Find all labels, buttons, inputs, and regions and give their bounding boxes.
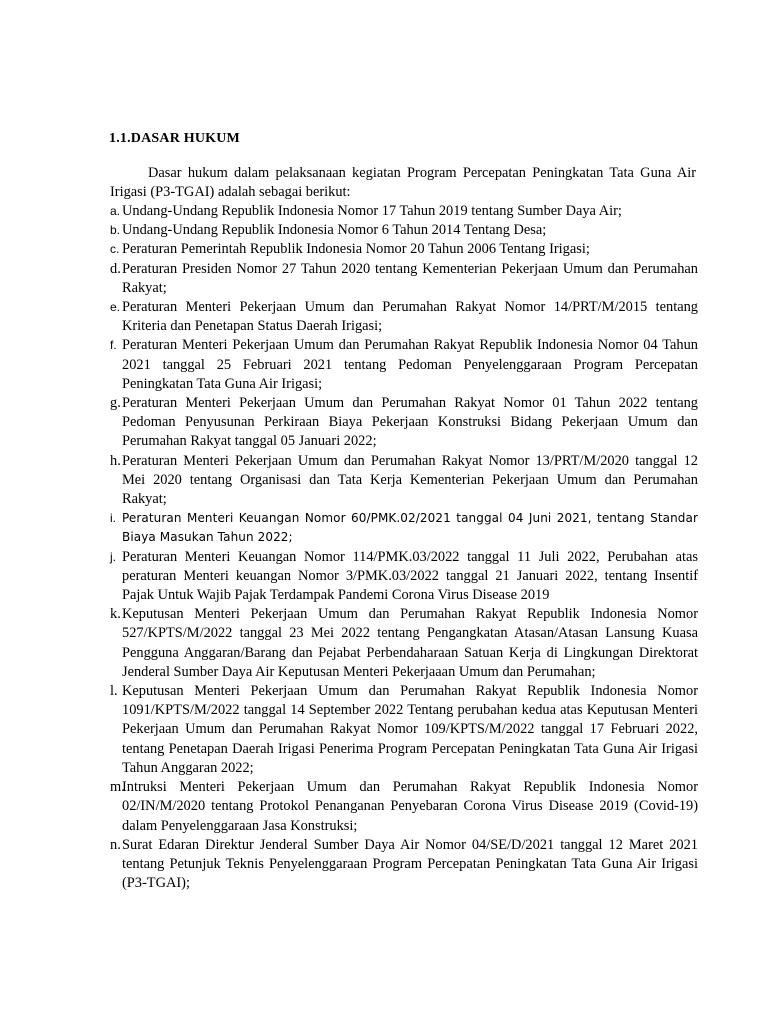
list-marker: l. bbox=[110, 683, 118, 700]
list-item bbox=[110, 240, 698, 259]
list-item-text: Peraturan Menteri Pekerjaan Umum dan Perumahan Rakyat Nomor 13/PRT/M/2020 tanggal 12 Mei 2020 tentang Organisasi dan Tata Kerja Kementerian Pekerjaan Umum dan Perumahan Rakyat; bbox=[122, 452, 698, 508]
list-item bbox=[110, 605, 698, 682]
list-item-text: Surat Edaran Direktur Jenderal Sumber Daya Air Nomor 04/SE/D/2021 tanggal 12 Maret 2021 tentang Petunjuk Teknis Penyelenggaraan Program Percepatan Peningkatan Tata Guna Air Irigasi (P3-TGAI); bbox=[122, 836, 698, 892]
list-item-text: Undang-Undang Republik Indonesia Nomor 6 Tahun 2014 Tentang Desa; bbox=[122, 222, 547, 239]
list-marker: j. bbox=[110, 549, 116, 564]
list-item-text: Peraturan Menteri Pekerjaan Umum dan Perumahan Rakyat Nomor 01 Tahun 2022 tentang Pedoman Penyusunan Perkiraan Biaya Pekerjaan Konstruksi Bidang Pekerjaan Umum dan Perumahan Rakyat tanggal 05 Januari 2022; bbox=[122, 395, 698, 450]
list-marker: i. bbox=[110, 511, 116, 526]
list-marker: g. bbox=[110, 395, 121, 412]
list-item bbox=[110, 682, 698, 778]
list-marker: f. bbox=[110, 338, 117, 353]
list-marker: m. bbox=[110, 779, 125, 796]
section-heading: 1.1.DASAR HUKUM bbox=[109, 131, 240, 146]
list-item-text: Peraturan Pemerintah Republik Indonesia Nomor 20 Tahun 2006 Tentang Irigasi; bbox=[122, 241, 590, 258]
list-item-text: Peraturan Menteri Pekerjaan Umum dan Perumahan Rakyat Nomor 14/PRT/M/2015 tentang Kriteria dan Penetapan Status Daerah Irigasi; bbox=[122, 299, 698, 335]
list-item bbox=[110, 509, 698, 547]
list-item bbox=[110, 336, 698, 394]
list-item-text: Peraturan Menteri Keuangan Nomor 60/PMK.02/2021 tanggal 04 Juni 2021, tentang Standar Biaya Masukan Tahun 2022; bbox=[122, 511, 698, 545]
list-item bbox=[110, 221, 698, 240]
list-item-text: Keputusan Menteri Pekerjaan Umum dan Perumahan Rakyat Republik Indonesia Nomor 1091/KPTS/M/2022 tanggal 14 September 2022 Tentang perubahan kedua atas Keputusan Menteri Pekerjaan Umum dan Perumahan Rakyat Nomor 109/KPTS/M/2022 tanggal 17 Februari 2022, tentang Penetapan Daerah Irigasi Penerima Program Percepatan Peningkatan Tata Guna Air Irigasi Tahun Anggaran 2022; bbox=[122, 683, 698, 776]
list-item-text: Peraturan Presiden Nomor 27 Tahun 2020 tentang Kementerian Pekerjaan Umum dan Perumahan Rakyat; bbox=[122, 260, 698, 296]
list-marker: a. bbox=[110, 204, 121, 218]
legal-basis-list bbox=[110, 202, 698, 893]
list-marker: e. bbox=[110, 300, 121, 315]
list-marker: k. bbox=[110, 606, 121, 623]
list-marker: n. bbox=[110, 836, 121, 853]
list-item bbox=[110, 298, 698, 336]
list-item bbox=[110, 260, 698, 298]
list-item bbox=[110, 394, 698, 452]
list-item-text: Peraturan Menteri Keuangan Nomor 114/PMK.03/2022 tanggal 11 Juli 2022, Perubahan atas peraturan Menteri keuangan Nomor 3/PMK.03/2022 tanggal 21 Januari 2022, tentang Insentif Pajak Untuk Wajib Pajak Terdampak Pandemi Corona Virus Disease 2019 bbox=[122, 548, 698, 604]
list-marker: c. bbox=[110, 242, 120, 257]
list-marker: h. bbox=[110, 452, 121, 469]
list-marker: d. bbox=[110, 260, 121, 277]
list-marker: b. bbox=[110, 223, 121, 238]
list-item bbox=[110, 452, 698, 510]
list-item-text: Undang-Undang Republik Indonesia Nomor 17 Tahun 2019 tentang Sumber Daya Air; bbox=[122, 203, 622, 219]
list-item-text: Intruksi Menteri Pekerjaan Umum dan Perumahan Rakyat Republik Indonesia Nomor 02/IN/M/2020 tentang Protokol Penanganan Penyebaran Corona Virus Disease 2019 (Covid-19) dalam Penyelenggaraan Jasa Konstruksi; bbox=[122, 779, 698, 834]
list-item-text: Keputusan Menteri Pekerjaan Umum dan Perumahan Rakyat Republik Indonesia Nomor 527/KPTS/M/2022 tanggal 23 Mei 2022 tentang Pengangkatan Atasan/Atasan Lansung Kuasa Pengguna Anggaran/Barang dan Pejabat Perbendaharaan Satuan Kerja di Lingkungan Direktorat Jenderal Sumber Daya Air Keputusan Menteri Pekerjaaan Umum dan Perumahan; bbox=[122, 606, 698, 680]
list-item-text: Peraturan Menteri Pekerjaan Umum dan Perumahan Rakyat Republik Indonesia Nomor 04 Tahun 2021 tanggal 25 Februari 2021 tentang Pedoman Penyelenggaraan Program Percepatan Peningkatan Tata Guna Air Irigasi; bbox=[122, 337, 698, 392]
list-item bbox=[110, 548, 698, 606]
list-item bbox=[110, 778, 698, 836]
intro-paragraph: Dasar hukum dalam pelaksanaan kegiatan Program Percepatan Peningkatan Tata Guna Air Irigasi (P3-TGAI) adalah sebagai berikut: bbox=[110, 165, 696, 201]
list-item bbox=[110, 836, 698, 894]
list-item bbox=[110, 202, 698, 221]
